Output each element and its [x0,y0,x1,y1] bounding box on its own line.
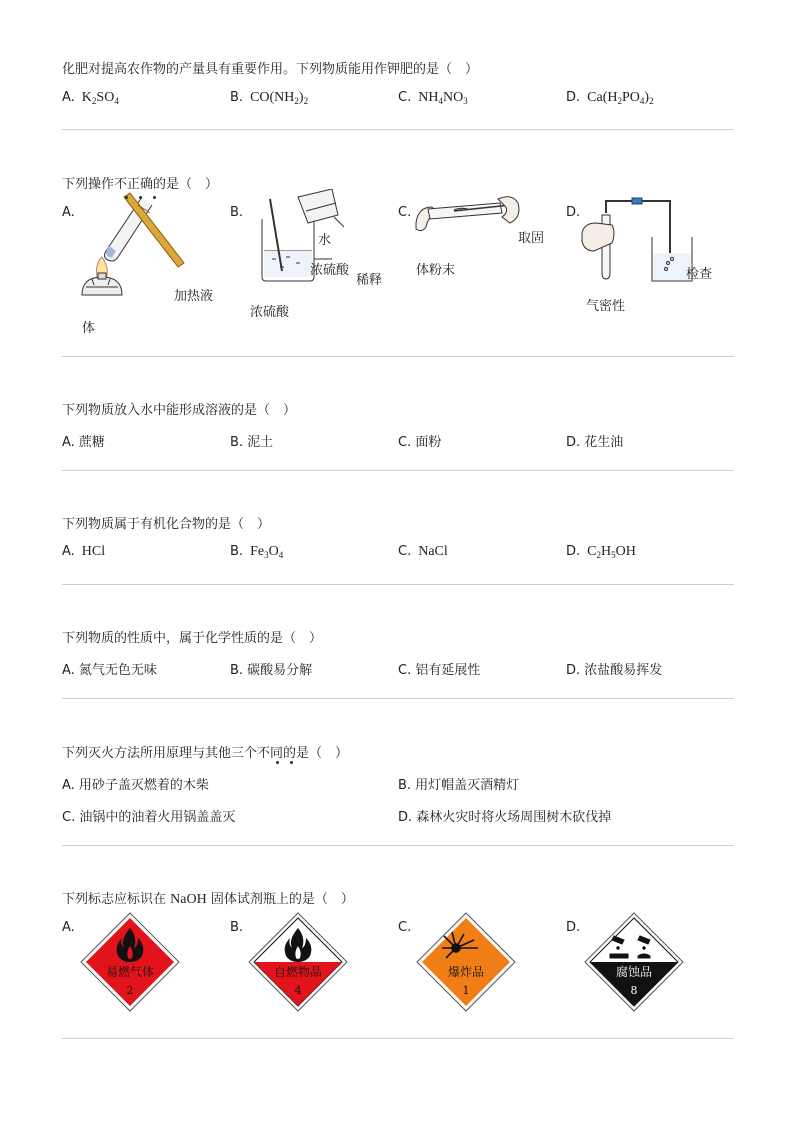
heating-liquid-illustration [72,187,187,302]
q4-option-a[interactable]: A. HCl [62,544,106,559]
caption-heat-liquid: 加热液 [174,289,214,304]
caption-water: 水 [318,233,332,248]
separator [62,356,734,357]
emphasis-dot [276,761,279,764]
q6-option-a[interactable]: A. 用砂子盖灭燃着的木柴 [62,778,209,793]
q4-option-d[interactable]: D. $C_2H_5OH$ [566,544,636,560]
caption-dilute: 稀释 [356,273,383,288]
separator [62,584,734,585]
q1-option-c[interactable]: C. $NH_4NO_3$ [398,90,468,106]
spontaneous-combustion-sign [248,912,348,1012]
sign-a-text: 易燃气体 [105,965,155,979]
question-4-stem: 下列物质属于有机化合物的是（ ） [62,517,271,532]
explosive-sign [416,912,516,1012]
sign-b-number: 4 [294,984,302,997]
q3-option-d[interactable]: D. 花生油 [566,435,624,450]
sign-c-text: 爆炸品 [447,965,485,979]
flammable-gas-sign [80,912,180,1012]
question-6-stem: 下列灭火方法所用原理与其他三个不同的是（ ） [62,746,349,761]
q2-option-b-letter[interactable]: B. [230,205,244,220]
q7-option-b-letter[interactable]: B. [230,920,244,935]
q5-option-a[interactable]: A. 氮气无色无味 [62,663,157,678]
q1-option-b[interactable]: B. $CO(NH_2)_2$ [230,90,309,106]
q7-option-c-letter[interactable]: C. [398,920,412,935]
q1-option-a[interactable]: A. $K_2SO_4$ [62,90,119,106]
caption-acid-bottom: 浓硫酸 [250,305,290,320]
q6-option-c[interactable]: C. 油锅中的油着火用锅盖盖灭 [62,810,236,825]
sign-d-number: 8 [630,984,638,997]
q7-option-d-letter[interactable]: D. [566,920,581,935]
q3-option-c[interactable]: C. 面粉 [398,435,442,450]
question-1 [62,58,734,118]
sign-d-text: 腐蚀品 [615,965,653,979]
take-powder-illustration [414,193,524,243]
q4-option-c[interactable]: C. NaCl [398,544,448,559]
q2-option-d-letter[interactable]: D. [566,205,581,220]
caption-heat-liquid-2: 体 [82,321,96,336]
question-2-stem: 下列操作不正确的是（ ） [62,177,219,192]
sign-b-text: 自燃物品 [273,965,323,979]
q7-option-a-letter[interactable]: A. [62,920,75,935]
emphasis-dot [139,196,142,199]
sign-c-number: 1 [462,984,470,997]
q2-option-c-letter[interactable]: C. [398,205,412,220]
separator [62,470,734,471]
separator [62,845,734,846]
caption-powder: 体粉末 [416,263,456,278]
question-5 [62,627,734,687]
airtight-check-illustration [580,193,700,285]
question-7-stem: 下列标志应标识在 NaOH 固体试剂瓶上的是（ ） [62,892,354,907]
separator [62,698,734,699]
caption-check: 检查 [686,267,713,282]
corrosive-sign [584,912,684,1012]
q4-option-b[interactable]: B. $Fe_3O_4$ [230,544,284,560]
question-5-stem: 下列物质的性质中，属于化学性质的是（ ） [62,631,323,646]
question-7 [62,888,734,1028]
question-3-stem: 下列物质放入水中能形成溶液的是（ ） [62,403,297,418]
sign-a-number: 2 [126,984,134,997]
emphasis-dot [290,761,293,764]
question-4 [62,513,734,573]
emphasis-dot [153,196,156,199]
emphasis-dot [125,196,128,199]
q3-option-a[interactable]: A. 蔗糖 [62,435,105,450]
q1-option-d[interactable]: D. $Ca(H_2PO_4)_2$ [566,90,654,106]
question-6 [62,742,734,832]
separator [62,1038,734,1039]
caption-airtight: 气密性 [586,299,626,314]
separator [62,129,734,130]
q6-option-b[interactable]: B. 用灯帽盖灭酒精灯 [398,778,520,793]
q3-option-b[interactable]: B. 泥土 [230,435,274,450]
naoh-formula: NaOH [170,892,207,907]
q2-option-a-letter[interactable]: A. [62,205,75,220]
q5-option-d[interactable]: D. 浓盐酸易挥发 [566,663,663,678]
q6-option-d[interactable]: D. 森林火灾时将火场周围树木砍伐掉 [398,810,612,825]
caption-acid-side: 浓硫酸 [310,263,350,278]
q5-option-b[interactable]: B. 碳酸易分解 [230,663,313,678]
question-3 [62,399,734,459]
caption-take-solid: 取固 [518,231,545,246]
q5-option-c[interactable]: C. 铝有延展性 [398,663,481,678]
question-1-stem: 化肥对提高农作物的产量具有重要作用。下列物质能用作钾肥的是（ ） [62,62,479,77]
question-2 [62,173,734,343]
